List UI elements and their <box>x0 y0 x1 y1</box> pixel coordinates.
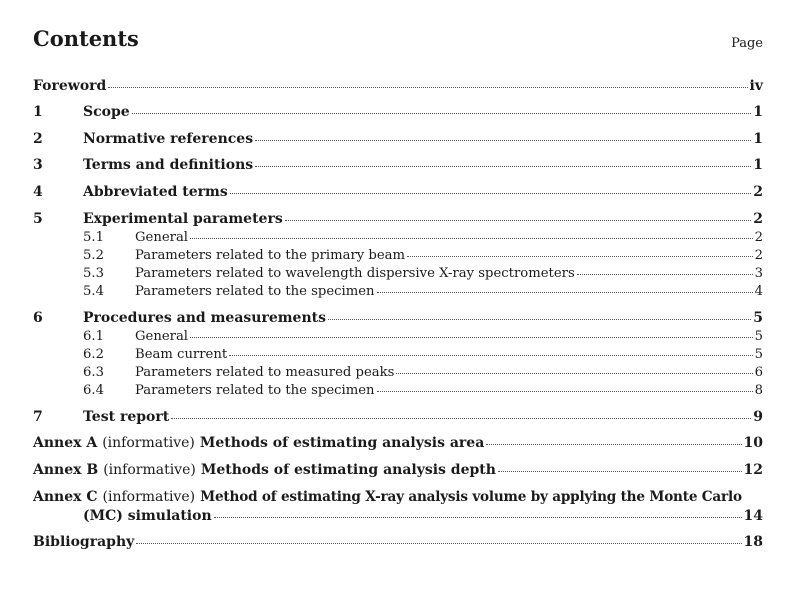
toc-entry-scope[interactable] <box>33 104 763 121</box>
dot-leader <box>255 140 751 141</box>
toc-entry-title: Methods of estimating analysis area <box>199 435 485 451</box>
toc-entry-page: 12 <box>743 462 763 478</box>
dot-leader <box>407 256 753 257</box>
dot-leader <box>377 292 753 293</box>
toc-entry-title: General <box>135 230 189 245</box>
toc-entry-title: Parameters related to the specimen <box>135 284 375 299</box>
toc-entry-experimental-parameters[interactable] <box>33 211 763 228</box>
annex-type: (informative) <box>102 435 195 451</box>
toc-subentry-6-4[interactable] <box>33 382 763 399</box>
annex-label: Annex C <box>33 489 98 505</box>
toc-entry-title: Parameters related to the specimen <box>135 383 375 398</box>
toc-entry-title: Experimental parameters <box>83 211 283 227</box>
dot-leader <box>190 238 753 239</box>
dot-leader <box>328 319 751 320</box>
toc-subentry-5-1[interactable] <box>33 229 763 246</box>
toc-entry-normative-references[interactable] <box>33 131 763 148</box>
toc-entry-title: General <box>135 329 189 344</box>
toc-entry-title: Parameters related to the primary beam <box>135 248 406 263</box>
toc-entry-title: Normative references <box>83 131 254 147</box>
dot-leader <box>377 391 753 392</box>
toc-entry-annex-b[interactable] <box>33 462 763 479</box>
dot-leader <box>396 373 752 374</box>
annex-type: (informative) <box>103 462 196 478</box>
toc-entry-title: Foreword <box>33 78 107 94</box>
toc-entry-number: 1 <box>33 104 43 120</box>
toc-entry-title-continued: (MC) simulation <box>83 508 212 524</box>
toc-entry-title: Beam current <box>135 347 228 362</box>
toc-entry-number: 6.1 <box>83 329 104 344</box>
dot-leader <box>190 337 753 338</box>
dot-leader <box>486 444 741 445</box>
dot-leader <box>108 87 747 88</box>
toc-entry-page: 1 <box>753 131 763 147</box>
toc-entry-number: 6 <box>33 310 43 326</box>
toc-entry-page: 2 <box>754 230 763 245</box>
toc-entry-bibliography[interactable] <box>33 534 763 551</box>
toc-entry-title: Scope <box>83 104 130 120</box>
toc-entry-title: Method of estimating X-ray analysis volume by applying the Monte Carlo <box>200 489 742 505</box>
annex-type: (informative) <box>102 489 196 505</box>
toc-entry-title: Test report <box>83 409 170 425</box>
toc-subentry-5-4[interactable] <box>33 283 763 300</box>
annex-label: Annex A <box>33 435 98 451</box>
toc-entry-page: 1 <box>753 104 763 120</box>
toc-entry-number: 5.1 <box>83 230 104 245</box>
toc-entry-number: 5.2 <box>83 248 104 263</box>
toc-entry-title: Terms and definitions <box>83 157 254 173</box>
toc-entry-foreword[interactable] <box>33 78 763 95</box>
toc-entry-title: Abbreviated terms <box>83 184 228 200</box>
toc-entry-page: 18 <box>743 534 763 550</box>
toc-entry-page: 4 <box>754 284 763 299</box>
toc-entry-page: 5 <box>754 329 763 344</box>
dot-leader <box>255 166 751 167</box>
annex-label: Annex B <box>33 462 99 478</box>
toc-entry-page: 5 <box>754 347 763 362</box>
toc-entry-page: 10 <box>743 435 763 451</box>
page-column-label: Page <box>731 36 763 51</box>
toc-entry-page: 8 <box>754 383 763 398</box>
toc-subentry-6-1[interactable] <box>33 328 763 345</box>
toc-entry-terms-definitions[interactable] <box>33 157 763 174</box>
toc-entry-page: 2 <box>754 248 763 263</box>
dot-leader <box>214 517 742 518</box>
toc-entry-title: Methods of estimating analysis depth <box>200 462 496 478</box>
page-title: Contents <box>33 26 139 51</box>
toc-subentry-6-3[interactable] <box>33 364 763 381</box>
toc-entry-number: 5.4 <box>83 284 104 299</box>
toc-entry-page: 9 <box>753 409 763 425</box>
toc-subentry-6-2[interactable] <box>33 346 763 363</box>
toc-entry-number: 3 <box>33 157 43 173</box>
toc-entry-number: 6.2 <box>83 347 104 362</box>
toc-entry-test-report[interactable] <box>33 409 763 426</box>
toc-entry-page: 14 <box>743 508 763 524</box>
dot-leader <box>136 543 741 544</box>
toc-subentry-5-3[interactable] <box>33 265 763 282</box>
toc-entry-annex-c[interactable] <box>33 489 763 506</box>
toc-entry-number: 5 <box>33 211 43 227</box>
toc-entry-page: 3 <box>754 266 763 281</box>
toc-entry-number: 6.3 <box>83 365 104 380</box>
toc-entry-title: Parameters related to wavelength dispersive X-ray spectrometers <box>135 266 575 281</box>
toc-entry-annex-a[interactable] <box>33 435 763 452</box>
dot-leader <box>171 418 751 419</box>
toc-entry-page: 2 <box>753 211 763 227</box>
toc-subentry-5-2[interactable] <box>33 247 763 264</box>
dot-leader <box>230 193 752 194</box>
toc-entry-number: 6.4 <box>83 383 104 398</box>
toc-entry-page: 6 <box>754 365 763 380</box>
toc-entry-number: 5.3 <box>83 266 104 281</box>
dot-leader <box>229 355 752 356</box>
toc-entry-procedures-measurements[interactable] <box>33 310 763 327</box>
toc-entry-number: 7 <box>33 409 43 425</box>
toc-entry-number: 4 <box>33 184 43 200</box>
toc-entry-title: Parameters related to measured peaks <box>135 365 395 380</box>
toc-entry-page: 2 <box>753 184 763 200</box>
dot-leader <box>577 274 753 275</box>
toc-entry-number: 2 <box>33 131 43 147</box>
toc-entry-page: 5 <box>753 310 763 326</box>
toc-entry-title: Bibliography <box>33 534 135 550</box>
toc-entry-title: Procedures and measurements <box>83 310 326 326</box>
dot-leader <box>285 220 752 221</box>
toc-entry-annex-c-continued[interactable] <box>33 508 763 525</box>
toc-entry-abbreviated-terms[interactable] <box>33 184 763 201</box>
toc-entry-page: iv <box>749 78 763 94</box>
toc-entry-page: 1 <box>753 157 763 173</box>
dot-leader <box>498 471 742 472</box>
dot-leader <box>132 113 752 114</box>
